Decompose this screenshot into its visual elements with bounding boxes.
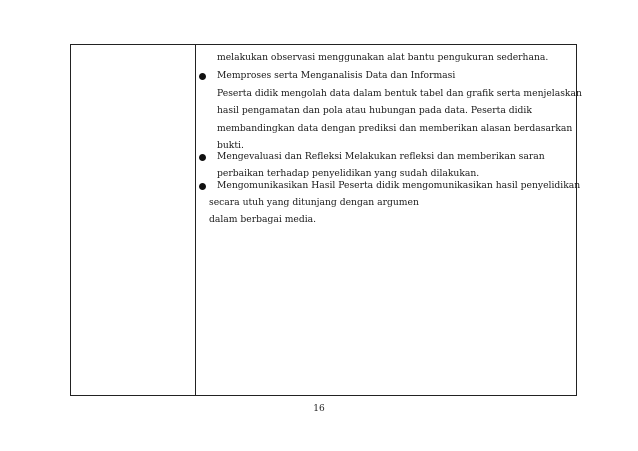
page-number: 16 — [313, 404, 325, 414]
item-title-process-data: Memproses serta Menganalisis Data dan Informasi — [217, 70, 456, 81]
item-body-line: hasil pengamatan dan pola atau hubungan pada data. Peserta didik — [217, 105, 532, 116]
item-title-communicate: Mengomunikasikan Hasil Peserta didik mengomunikasikan hasil penyelidikan — [217, 180, 581, 191]
item-body-line: bukti. — [217, 140, 244, 151]
bullet-icon — [199, 183, 206, 190]
bullet-icon — [199, 73, 206, 80]
item-body-line: secara utuh yang ditunjang dengan argumen — [209, 197, 419, 208]
bullet-icon — [199, 154, 206, 161]
item-body-line: Peserta didik mengolah data dalam bentuk tabel dan grafik serta menjelaskan — [217, 88, 582, 99]
column-divider — [195, 45, 196, 395]
item-title-evaluate: Mengevaluasi dan Refleksi Melakukan refleksi dan memberikan saran — [217, 151, 545, 162]
item-body-line: membandingkan data dengan prediksi dan memberikan alasan berdasarkan — [217, 123, 573, 134]
item-body-line: perbaikan terhadap penyelidikan yang sudah dilakukan. — [217, 168, 480, 179]
item-body-line: dalam berbagai media. — [209, 214, 317, 225]
continued-text-line: melakukan observasi menggunakan alat bantu pengukuran sederhana. — [217, 52, 549, 63]
